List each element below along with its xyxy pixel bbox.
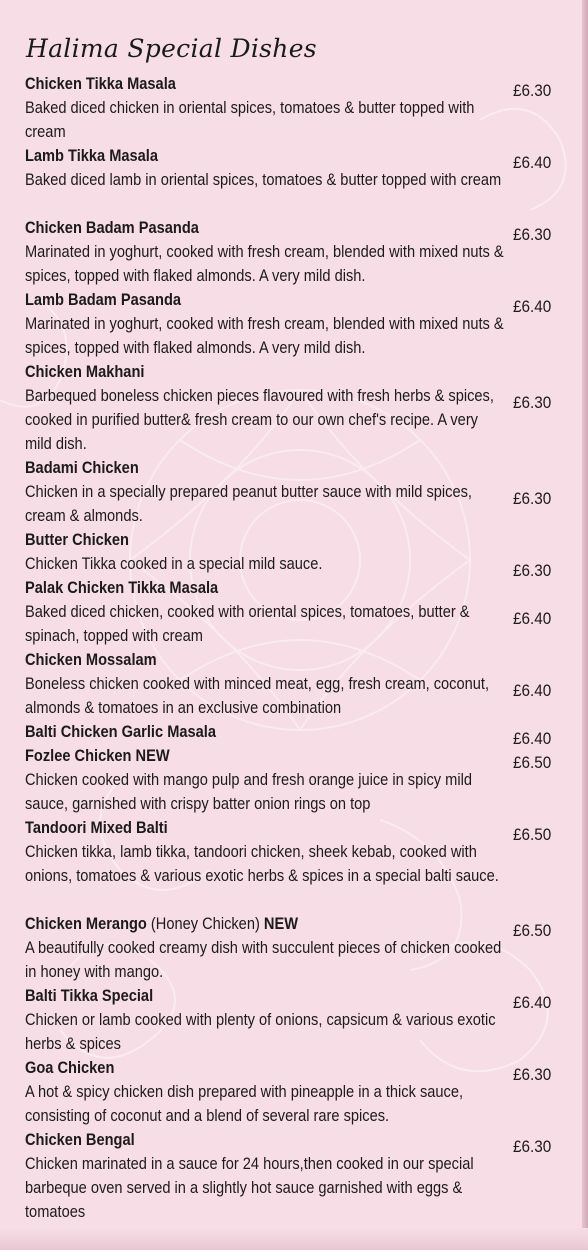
dish-name-text: Chicken Bengal	[25, 1130, 135, 1149]
dish-name-note: (Honey Chicken)	[150, 914, 260, 933]
dish-price: £6.30	[513, 225, 552, 244]
dish-name-text: Balti Tikka Special	[25, 986, 154, 1005]
menu-item	[25, 576, 515, 648]
menu-item	[25, 720, 515, 744]
menu-item	[25, 1056, 515, 1128]
dish-name-text: Chicken Makhani	[25, 362, 145, 381]
menu-item	[25, 984, 515, 1056]
dish-name-text: Chicken Badam Pasanda	[25, 218, 199, 237]
dish-name-text: Lamb Badam Pasanda	[25, 290, 182, 309]
dish-description: Baked diced chicken, cooked with oriental spices, tomatoes, butter & spinach, topped with cream	[25, 602, 470, 645]
dish-name	[25, 528, 446, 552]
page-edge	[582, 0, 588, 1250]
menu-item	[25, 360, 515, 456]
dish-description: Chicken in a specially prepared peanut butter sauce with mild spices, cream & almonds.	[25, 482, 472, 525]
dish-description: Chicken marinated in a sauce for 24 hours,then cooked in our special barbeque oven served in a slightly hot sauce garnished with eggs & tomatoes	[25, 1154, 474, 1221]
dish-name	[25, 744, 446, 768]
dish-description: Chicken Tikka cooked in a special mild sauce.	[25, 554, 323, 573]
dish-price: £6.30	[513, 1065, 552, 1084]
dish-description: Chicken tikka, lamb tikka, tandoori chicken, sheek kebab, cooked with onions, tomatoes & various exotic herbs & spices in a special balti sauce.	[25, 842, 499, 885]
dish-name-text: Balti Chicken Garlic Masala	[25, 722, 216, 741]
page-bottom-edge	[0, 1228, 588, 1250]
dish-name-text: Palak Chicken Tikka Masala	[25, 578, 219, 597]
dish-price: £6.50	[513, 825, 552, 844]
menu-item	[25, 528, 515, 576]
dish-name	[25, 984, 446, 1008]
dish-price: £6.30	[513, 393, 552, 412]
dish-name-text: Tandoori Mixed Balti	[25, 818, 168, 837]
dish-price: £6.40	[513, 297, 552, 316]
dish-name	[25, 456, 446, 480]
new-badge: NEW	[263, 914, 299, 933]
dish-name	[25, 912, 446, 936]
dish-name	[25, 72, 446, 96]
dish-price: £6.50	[513, 753, 552, 772]
menu-item	[25, 648, 515, 720]
dish-name-text: Chicken Mossalam	[25, 650, 157, 669]
dish-name	[25, 816, 446, 840]
dish-description: A beautifully cooked creamy dish with succulent pieces of chicken cooked in honey with mango.	[25, 938, 502, 981]
dish-description: Chicken cooked with mango pulp and fresh orange juice in spicy mild sauce, garnished with crispy batter onion rings on top	[25, 770, 472, 813]
dish-name	[25, 216, 446, 240]
dish-price: £6.40	[513, 153, 552, 172]
new-badge: NEW	[135, 746, 170, 765]
dish-name	[25, 144, 446, 168]
menu-section-title: Halima Special Dishes	[26, 34, 317, 63]
dish-price: £6.30	[513, 1137, 552, 1156]
dish-name	[25, 360, 446, 384]
dish-name-text: Fozlee Chicken	[25, 746, 132, 765]
dish-name	[25, 288, 446, 312]
menu-item	[25, 216, 515, 288]
dish-name	[25, 1128, 446, 1152]
dish-description: Marinated in yoghurt, cooked with fresh cream, blended with mixed nuts & spices, topped with flaked almonds. A very mild dish.	[25, 242, 504, 285]
dish-name-text: Chicken Tikka Masala	[25, 74, 176, 93]
menu-item	[25, 144, 515, 192]
dish-name	[25, 720, 446, 744]
dish-name-text: Badami Chicken	[25, 458, 139, 477]
dish-name	[25, 1056, 446, 1080]
dish-description: Baked diced lamb in oriental spices, tomatoes & butter topped with cream	[25, 170, 502, 189]
dish-name-text: Goa Chicken	[25, 1058, 115, 1077]
dish-price: £6.40	[513, 729, 552, 748]
menu-item	[25, 912, 515, 984]
dish-description: Marinated in yoghurt, cooked with fresh cream, blended with mixed nuts & spices, topped with flaked almonds. A very mild dish.	[25, 314, 504, 357]
dish-description: Baked diced chicken in oriental spices, tomatoes & butter topped with cream	[25, 98, 475, 141]
dish-description: Barbequed boneless chicken pieces flavoured with fresh herbs & spices, cooked in purified butter& fresh cream to our own chef's recipe. A very mild dish.	[25, 386, 494, 453]
dish-description: Chicken or lamb cooked with plenty of onions, capsicum & various exotic herbs & spices	[25, 1010, 496, 1053]
dish-description: Boneless chicken cooked with minced meat, egg, fresh cream, coconut, almonds & tomatoes in an exclusive combination	[25, 674, 490, 717]
dish-price: £6.40	[513, 993, 552, 1012]
dish-description: A hot & spicy chicken dish prepared with pineapple in a thick sauce, consisting of coconut and a blend of several rare spices.	[25, 1082, 464, 1125]
dish-price: £6.30	[513, 489, 552, 508]
menu-item	[25, 1128, 515, 1224]
dish-price: £6.30	[513, 81, 552, 100]
dish-name	[25, 648, 446, 672]
dish-price: £6.40	[513, 609, 552, 628]
dish-name-text: Butter Chicken	[25, 530, 129, 549]
dish-price: £6.30	[513, 561, 552, 580]
menu-item	[25, 72, 515, 144]
menu-item	[25, 744, 515, 816]
dish-price: £6.50	[513, 921, 552, 940]
dish-name-text: Chicken Merango	[25, 914, 147, 933]
menu-item	[25, 288, 515, 360]
dish-price: £6.40	[513, 681, 552, 700]
dish-name-text: Lamb Tikka Masala	[25, 146, 159, 165]
dish-name	[25, 576, 446, 600]
menu-item	[25, 816, 515, 888]
menu-item	[25, 456, 515, 528]
